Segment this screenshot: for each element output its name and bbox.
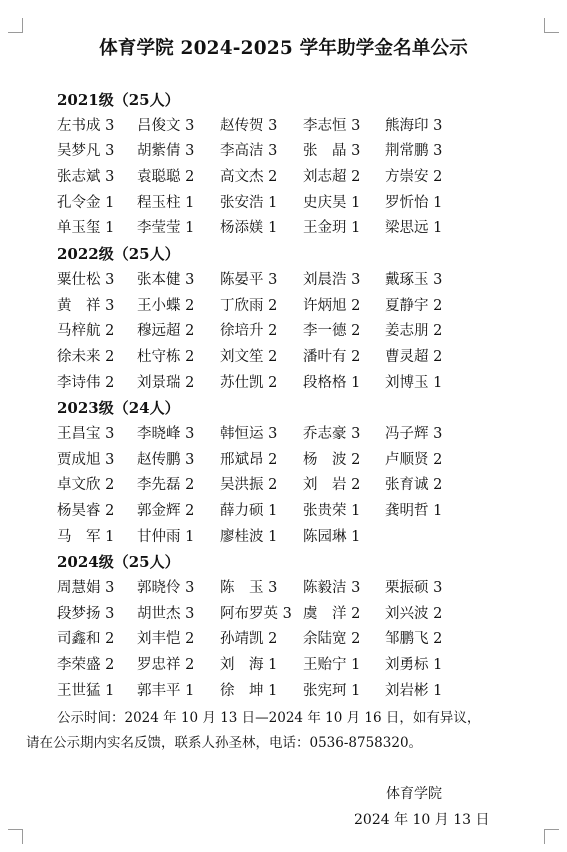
recipient-entry: 周慧娟 3 (57, 580, 115, 597)
recipient-entry: 粟仕松 3 (57, 271, 115, 288)
name-row (57, 371, 527, 397)
recipient-entry: 吴梦凡 3 (57, 143, 115, 160)
recipient-entry: 陈 玉 3 (220, 580, 278, 597)
recipient-entry: 许炳旭 2 (303, 297, 361, 314)
recipient-entry: 余陆宽 2 (303, 631, 361, 648)
recipient-entry: 方崇安 2 (385, 169, 443, 186)
recipient-entry: 丁欣雨 2 (220, 297, 278, 314)
name-row (57, 422, 527, 448)
recipient-entry: 胡紫倩 3 (137, 143, 195, 160)
recipient-list (57, 88, 527, 705)
recipient-entry: 杨添媄 1 (220, 220, 278, 237)
recipient-entry: 刘丰恺 2 (137, 631, 195, 648)
grade-heading: 2021级（25人） (57, 91, 180, 109)
recipient-entry: 刘晨浩 3 (303, 271, 361, 288)
page-corner-mark (8, 18, 23, 33)
recipient-entry: 刘志超 2 (303, 169, 361, 186)
recipient-entry: 张本健 3 (137, 271, 195, 288)
recipient-entry: 胡世杰 3 (137, 605, 195, 622)
recipient-entry: 孙靖凯 2 (220, 631, 278, 648)
recipient-entry: 曹灵超 2 (385, 348, 443, 365)
recipient-entry: 李一德 2 (303, 323, 361, 340)
recipient-entry: 张贵荣 1 (303, 503, 361, 519)
name-row (57, 525, 527, 551)
recipient-entry: 杨昊睿 2 (57, 503, 115, 519)
name-row (57, 139, 527, 165)
name-row (57, 627, 527, 653)
recipient-entry: 贾成旭 3 (57, 451, 115, 468)
name-row (57, 679, 527, 705)
recipient-entry: 李晓峰 3 (137, 425, 195, 442)
recipient-entry: 张宪珂 1 (303, 682, 361, 699)
grade-heading: 2024级（25人） (57, 553, 180, 572)
recipient-entry: 刘勇标 1 (385, 657, 443, 674)
recipient-entry: 王贻宁 1 (303, 657, 361, 674)
recipient-entry: 赵传鹏 3 (137, 451, 195, 468)
recipient-entry: 陈毅洁 3 (303, 580, 361, 597)
recipient-entry: 司鑫和 2 (57, 631, 115, 648)
recipient-entry: 刘景瑞 2 (137, 374, 195, 391)
recipient-entry: 杜守栋 2 (137, 348, 195, 365)
recipient-entry: 郭丰平 1 (137, 682, 195, 699)
name-row (57, 165, 527, 191)
signature-org: 体育学院 (386, 786, 442, 802)
recipient-entry: 阿布罗英 3 (220, 605, 292, 622)
notice-line: 请在公示期内实名反馈，联系人孙圣林，电话：0536-8758320。 (26, 735, 423, 751)
recipient-entry: 马梓航 2 (57, 323, 115, 340)
recipient-entry: 邹鹏飞 2 (385, 631, 443, 648)
recipient-entry: 刘 海 1 (220, 657, 278, 674)
recipient-entry: 黄 祥 3 (57, 297, 115, 314)
recipient-entry: 李诗伟 2 (57, 374, 115, 391)
recipient-entry: 单玉玺 1 (57, 220, 115, 237)
recipient-entry: 刘岩彬 1 (385, 682, 443, 699)
recipient-entry: 夏静宇 2 (385, 297, 443, 314)
recipient-entry: 袁聪聪 2 (137, 169, 195, 186)
name-row (57, 114, 527, 140)
recipient-entry: 张育诚 2 (385, 477, 443, 494)
recipient-entry: 王昌宝 3 (57, 425, 115, 442)
recipient-entry: 廖桂波 1 (220, 528, 278, 545)
recipient-entry: 梁思远 1 (385, 220, 443, 237)
recipient-entry: 龚明哲 1 (385, 503, 443, 519)
name-row (57, 294, 527, 320)
recipient-entry: 孔令金 1 (57, 194, 115, 211)
recipient-entry: 罗忠祥 2 (137, 657, 195, 674)
recipient-entry: 高文杰 2 (220, 169, 278, 186)
name-row (57, 448, 527, 474)
recipient-entry: 刘文笙 2 (220, 348, 278, 365)
notice-line: 公示时间：2024 年 10 月 13 日—2024 年 10 月 16 日，如有异议， (57, 710, 481, 726)
recipient-entry: 王金玥 1 (303, 220, 361, 237)
recipient-entry: 史庆昊 1 (303, 194, 361, 211)
name-row (57, 216, 527, 242)
name-row (57, 473, 527, 499)
recipient-entry: 张志斌 3 (57, 169, 115, 186)
recipient-entry: 刘兴波 2 (385, 605, 443, 622)
recipient-entry: 薛力硕 1 (220, 503, 278, 519)
name-row (57, 268, 527, 294)
name-row (57, 653, 527, 679)
recipient-entry: 邢斌昂 2 (220, 451, 278, 468)
page-corner-mark (544, 829, 559, 844)
recipient-entry: 王世猛 1 (57, 682, 115, 699)
signature-date: 2024 年 10 月 13 日 (354, 812, 490, 828)
recipient-entry: 李荣盛 2 (57, 657, 115, 674)
recipient-entry: 苏仕凯 2 (220, 374, 278, 391)
recipient-entry: 姜志朋 2 (385, 323, 443, 340)
name-row (57, 345, 527, 371)
recipient-entry: 荆常鹏 3 (385, 143, 443, 160)
recipient-entry: 李先磊 2 (137, 477, 195, 494)
name-row (57, 319, 527, 345)
name-row (57, 602, 527, 628)
recipient-entry: 程玉柱 1 (137, 194, 195, 211)
recipient-entry: 熊海印 3 (385, 117, 443, 134)
recipient-entry: 赵传贺 3 (220, 117, 278, 134)
recipient-entry: 徐培升 2 (220, 323, 278, 340)
recipient-entry: 甘仲雨 1 (137, 528, 195, 545)
recipient-entry: 刘 岩 2 (303, 477, 361, 494)
document-title: 体育学院 2024-2025 学年助学金名单公示 (99, 38, 468, 59)
grade-heading: 2023级（24人） (57, 399, 180, 418)
recipient-entry: 卓文欣 2 (57, 477, 115, 494)
recipient-entry: 戴琢玉 3 (385, 271, 443, 288)
recipient-entry: 李高洁 3 (220, 143, 278, 160)
recipient-entry: 段梦扬 3 (57, 605, 115, 622)
name-row (57, 576, 527, 602)
recipient-entry: 徐未来 2 (57, 348, 115, 365)
recipient-entry: 段格格 1 (303, 374, 361, 391)
recipient-entry: 韩恒运 3 (220, 425, 278, 442)
recipient-entry: 陈晏平 3 (220, 271, 278, 288)
recipient-entry: 虞 洋 2 (303, 605, 361, 622)
recipient-entry: 李莹莹 1 (137, 220, 195, 237)
recipient-entry: 吴洪振 2 (220, 477, 278, 494)
recipient-entry: 张安浩 1 (220, 194, 278, 211)
recipient-entry: 刘博玉 1 (385, 374, 443, 391)
recipient-entry: 卢顺贤 2 (385, 451, 443, 468)
recipient-entry: 乔志豪 3 (303, 425, 361, 442)
recipient-entry: 杨 波 2 (303, 451, 361, 468)
recipient-entry: 李志恒 3 (303, 117, 361, 134)
recipient-entry: 吕俊文 3 (137, 117, 195, 134)
grade-heading: 2022级（25人） (57, 245, 180, 264)
recipient-entry: 徐 坤 1 (220, 682, 278, 699)
recipient-entry: 王小蝶 2 (137, 297, 195, 314)
recipient-entry: 张 晶 3 (303, 143, 361, 160)
recipient-entry: 罗忻怡 1 (385, 194, 443, 211)
page-corner-mark (544, 18, 559, 33)
recipient-entry: 穆远超 2 (137, 323, 195, 340)
recipient-entry: 陈园琳 1 (303, 528, 361, 545)
name-row (57, 191, 527, 217)
recipient-entry: 郭金辉 2 (137, 503, 195, 519)
recipient-entry: 潘叶有 2 (303, 348, 361, 365)
recipient-entry: 郭晓伶 3 (137, 580, 195, 597)
name-row (57, 499, 527, 525)
recipient-entry: 马 军 1 (57, 528, 115, 545)
page-corner-mark (8, 829, 23, 844)
recipient-entry: 左书成 3 (57, 117, 115, 134)
recipient-entry: 冯子辉 3 (385, 425, 443, 442)
recipient-entry: 栗振硕 3 (385, 580, 443, 597)
